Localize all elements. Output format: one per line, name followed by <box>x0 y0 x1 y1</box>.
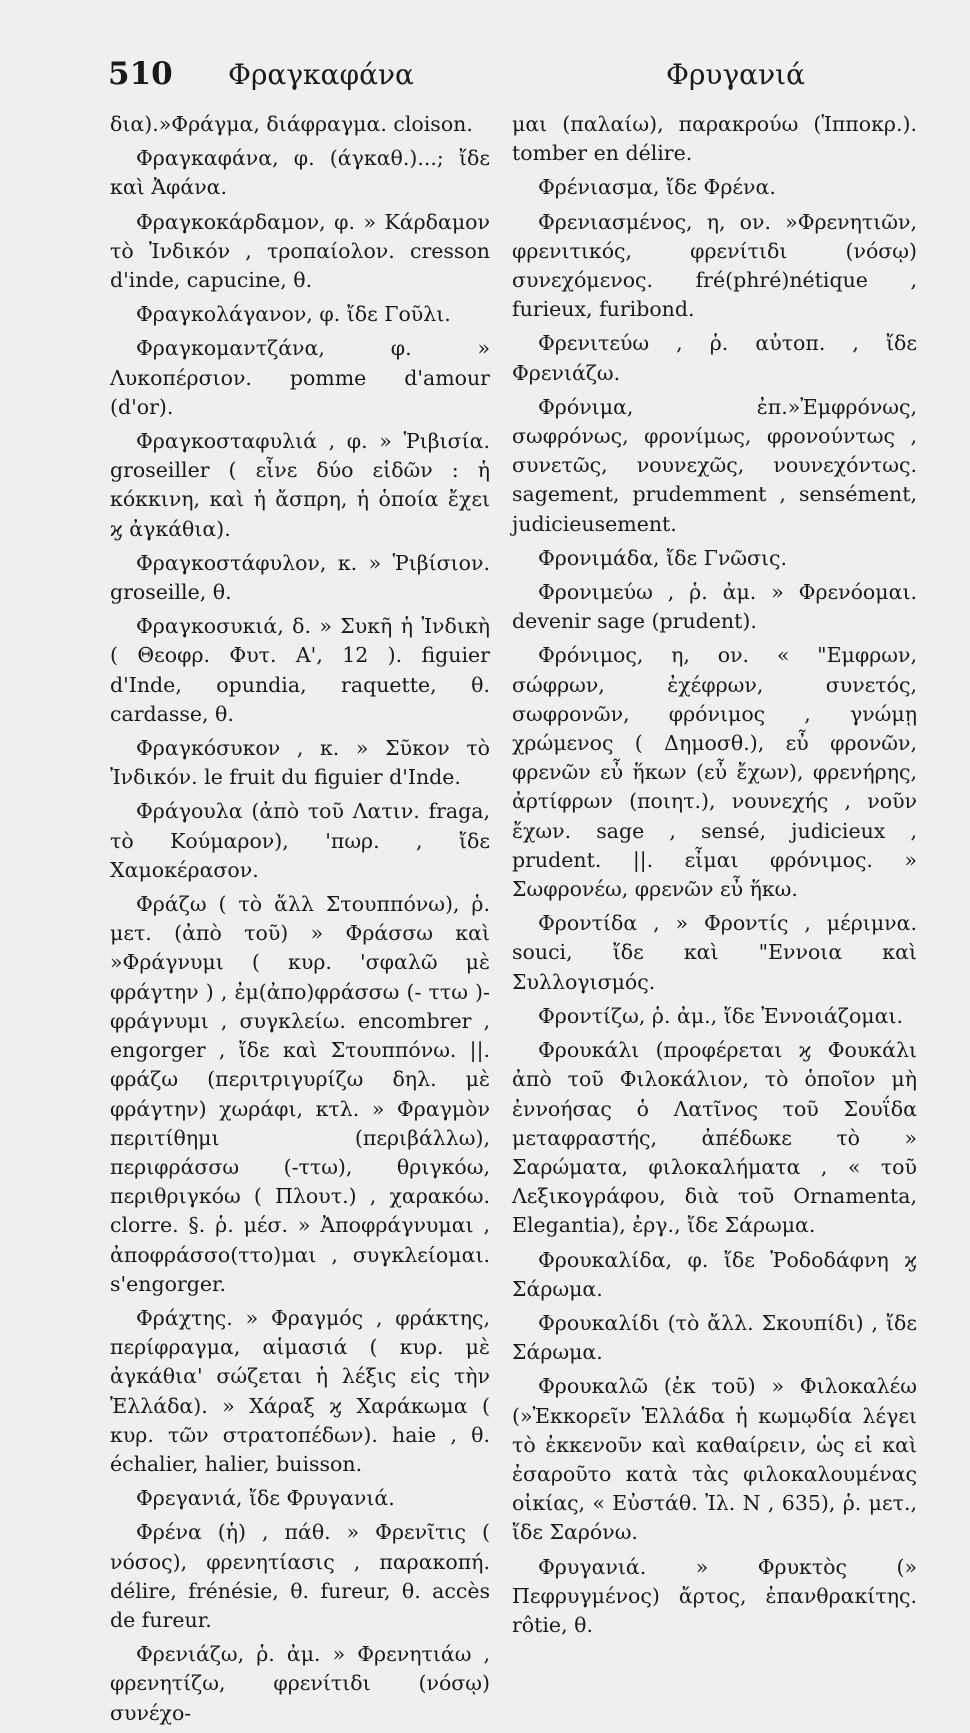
dictionary-entry: δια).»Φράγμα, διάφραγμα. cloison. <box>110 112 473 136</box>
dictionary-entry: μαι (παλαίω), παρακρούω (Ἱπποκρ.). tomber en délire. <box>512 112 917 166</box>
dictionary-entry: Φρενιάζω, ῥ. ἀμ. » Φρενητιάω , φρενητίζω, φρενίτιδι (νόσῳ) συνέχο- <box>110 1642 490 1725</box>
dictionary-entry: Φραγκοστάφυλον, κ. » Ῥιβίσιον. groseille, θ. <box>110 550 490 605</box>
page-number: 510 <box>108 56 173 92</box>
dictionary-entry: Φραγκοσταφυλιά , φ. » Ῥιβισία. groseiller ( εἶνε δύο εἰδῶν : ἡ κόκκινη, καὶ ἡ ἄσπρη, ἡ ὁποία ἔχει ϗ ἀγκάθια). <box>110 429 490 541</box>
dictionary-entry: Φρένιασμα, ἴδε Φρένα. <box>538 175 776 200</box>
dictionary-entry: Φρόνιμα, ἐπ.»Ἐμφρόνως, σωφρόνως, φρονίμως, φρονούντως , συνετῶς, νουνεχῶς, νουνεχόντως. sagement, prudemment , sensément, judicieusement. <box>512 394 917 536</box>
dictionary-entry: Φράχτης. » Φραγμός , φράκτης, περίφραγμα, αἱμασιά ( κυρ. μὲ ἀγκάθια' σώζεται ἡ λέξις εἰς τὴν Ἑλλάδα). » Χάραξ ϗ Χαράκωμα ( κυρ. τῶν στρατοπέδων). haie , θ. échalier, halier, buisson. <box>110 1305 490 1476</box>
left-column <box>110 110 490 1733</box>
dictionary-entry: Φρεγανιά, ἴδε Φρυγανιά. <box>136 1486 395 1511</box>
dictionary-entry: Φράγουλα (ἀπὸ τοῦ Λατιν. fraga, τὸ Κούμαρον), 'πωρ. , ἴδε Χαμοκέρασον. <box>110 799 490 882</box>
dictionary-entry: Φραγκοσυκιά, δ. » Συκῆ ἡ Ἰνδικὴ ( Θεοφρ. Φυτ. Α', 12 ). figuier d'Inde, opundia, raquette, θ. cardasse, θ. <box>110 614 490 726</box>
dictionary-entry: Φροντίδα , » Φροντίς , μέριμνα. souci, ἴδε καὶ "Εννοια καὶ Συλλογισμός. <box>512 911 917 994</box>
dictionary-entry: Φρουκαλίδα, φ. ἴδε Ῥοδοδάφνη ϗ Σάρωμα. <box>512 1247 917 1301</box>
dictionary-entry: Φρενιασμένος, η, ον. »Φρενητιῶν, φρενιτικός, φρενίτιδι (νόσῳ) συνεχόμενος. fré(phré)nétique , furieux, furibond. <box>512 209 917 322</box>
dictionary-entry: Φρενιτεύω , ῥ. αὐτοπ. , ἴδε Φρενιάζω. <box>512 331 917 385</box>
dictionary-entry: Φρονιμάδα, ἴδε Γνῶσις. <box>538 545 788 570</box>
dictionary-entry: Φρόνιμος, η, ον. « "Εμφρων, σώφρων, ἐχέφρων, συνετός, σωφρονῶν, φρόνιμος , γνώμῃ χρώμενος ( Δημοσθ.), εὖ φρονῶν, φρενῶν εὖ ἥκων (εὖ ἔχων), φρενήρης, ἀρτίφρων (ποιητ.), νουνεχής , νοῦν ἔχων. sage , sensé, judicieux , prudent. ||. εἶμαι φρόνιμος. » Σωφρονέω, φρενῶν εὖ ἥκω. <box>512 643 917 902</box>
dictionary-entry: Φρυγανιά. » Φρυκτὸς (» Πεφρυγμένος) ἄρτος, ἐπανθρακίτης. rôtie, θ. <box>512 1554 917 1637</box>
dictionary-entry: Φραγκαφάνα, φ. (άγκαθ.)...; ἴδε καὶ Ἀφάνα. <box>110 146 490 200</box>
dictionary-entry: Φροντίζω, ῥ. ἀμ., ἴδε Ἐννοιάζομαι. <box>538 1003 904 1028</box>
page-header <box>0 50 970 100</box>
dictionary-entry: Φραγκόσυκον , κ. » Σῦκον τὸ Ἰνδικόν. le fruit du figuier d'Inde. <box>110 736 490 790</box>
right-column <box>512 110 917 1645</box>
dictionary-entry: Φραγκοκάρδαμον, φ. » Κάρδαμον τὸ Ἰνδικόν , τροπαίολον. cresson d'inde, capucine, θ. <box>110 209 490 293</box>
running-head-right: Φρυγανιά <box>666 58 805 91</box>
dictionary-entry: Φράζω ( τὸ ἄλλ Στουππόνω), ῥ. μετ. (ἀπὸ τοῦ) » Φράσσω καὶ »Φράγνυμι ( κυρ. 'σφαλῶ μὲ φράγτην ) , ἐμ(ἀπο)φράσσω (- ττω )-φράγνυμι , συγκλείω. encombrer , engorger , ἴδε καὶ Στουππόνω. ||. φράζω (περιτριγυρίζω δηλ. μὲ φράγτην) χωράφι, κτλ. » Φραγμὸν περιτίθημι (περιβάλλω), περιφράσσω (-ττω), θριγκόω, περιθριγκόω ( Πλουτ.) , χαρακόω. clorre. §. ῥ. μέσ. » Ἀποφράγνυμαι , ἀποφράσσο(ττο)μαι , συγκλείομαι. s'engorger. <box>110 892 490 1296</box>
dictionary-entry: Φρουκαλίδι (τὸ ἄλλ. Σκουπίδι) , ἴδε Σάρωμα. <box>512 1310 917 1365</box>
dictionary-entry: Φραγκολάγανον, φ. ἴδε Γοῦλι. <box>136 302 451 327</box>
running-head-left: Φραγκαφάνα <box>228 58 414 91</box>
dictionary-entry: Φρονιμεύω , ῥ. ἀμ. » Φρενόομαι. devenir sage (prudent). <box>512 580 917 634</box>
dictionary-entry: Φρουκάλι (προφέρεται ϗ Φουκάλι ἀπὸ τοῦ Φιλοκάλιον, τὸ ὁποῖον μὴ ἐννοήσας ὁ Λατῖνος τοῦ Σουΐδα μεταφραστής, ἀπέδωκε τὸ » Σαρώματα, φιλοκαλήματα , « τοῦ Λεξικογράφου, διὰ τοῦ Ornamenta, Elegantia), ἐργ., ἴδε Σάρωμα. <box>512 1038 917 1238</box>
dictionary-entry: Φρουκαλῶ (ἐκ τοῦ) » Φιλοκαλέω (»Ἐκκορεῖν Ἑλλάδα ἡ κωμῳδία λέγει τὸ ἐκκενοῦν καὶ καθαίρειν, ὡς εἰ καὶ ἐσαροῦτο κατὰ τὰς φιλοκαλουμένας οἰκίας, « Εὐστάθ. Ἰλ. Ν , 635), ῥ. μετ., ἴδε Σαρόνω. <box>512 1374 917 1545</box>
dictionary-entry: Φραγκομαντζάνα, φ. » Λυκοπέρσιον. pomme d'amour (d'or). <box>110 336 490 419</box>
dictionary-entry: Φρένα (ἡ) , πάθ. » Φρενῖτις ( νόσος), φρενητίασις , παρακοπή. délire, frénésie, θ. fureur, θ. accès de fureur. <box>110 1520 490 1632</box>
